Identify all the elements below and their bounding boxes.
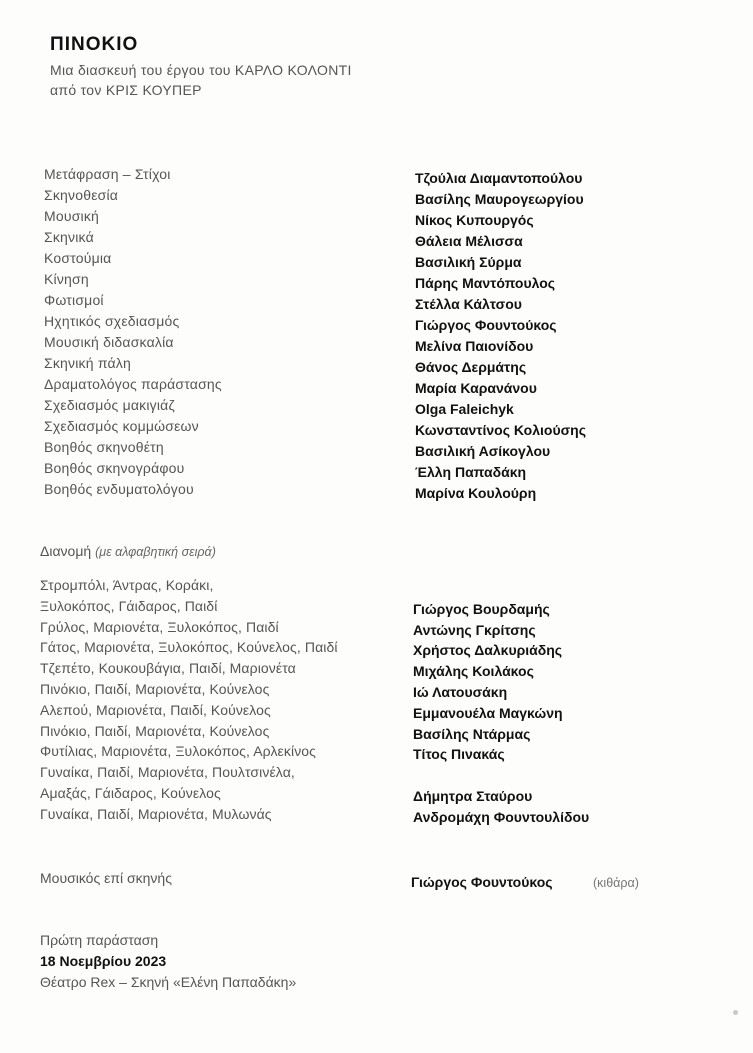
cast-roles: Ξυλοκόπος, Γάιδαρος, Παιδί xyxy=(40,597,218,614)
cast-roles: Αμαξάς, Γάιδαρος, Κούνελος xyxy=(40,784,221,801)
cast-actor: Βασίλης Ντάρμας xyxy=(413,725,531,742)
credit-role: Ηχητικός σχεδιασμός xyxy=(44,313,180,329)
cast-row xyxy=(0,723,753,744)
credit-name: Τζούλια Διαμαντοπούλου xyxy=(415,170,583,186)
author-line: από τον ΚΡΙΣ ΚΟΥΠΕΡ xyxy=(50,82,202,98)
credit-name: Βασιλική Σύρμα xyxy=(415,254,522,270)
credit-name: Θάλεια Μέλισσα xyxy=(415,233,523,249)
credit-row xyxy=(0,292,753,313)
credit-row xyxy=(0,187,753,208)
credit-role: Κίνηση xyxy=(44,271,89,287)
credit-row xyxy=(0,229,753,250)
credit-role: Βοηθός σκηνογράφου xyxy=(44,460,185,476)
credit-row xyxy=(0,481,753,502)
credit-row xyxy=(0,460,753,481)
crew-credits xyxy=(0,166,753,502)
cast-row xyxy=(0,702,753,723)
cast-actor: Αντώνης Γκρίτσης xyxy=(413,621,536,638)
credit-row xyxy=(0,418,753,439)
credit-row xyxy=(0,271,753,292)
cast-roles: Αλεπού, Μαριονέτα, Παιδί, Κούνελος xyxy=(40,701,271,718)
credit-role: Σκηνικά xyxy=(44,229,94,245)
cast-actor: Ανδρομάχη Φουντουλίδου xyxy=(413,808,590,825)
cast-row xyxy=(0,619,753,640)
credit-role: Σκηνοθεσία xyxy=(44,187,119,203)
credit-row xyxy=(0,397,753,418)
cast-roles: Γάτος, Μαριονέτα, Ξυλοκόπος, Κούνελος, Παιδί xyxy=(40,639,338,656)
credit-name: Βασίλης Μαυρογεωργίου xyxy=(415,191,584,207)
cast-actor: Ιώ Λατουσάκη xyxy=(413,683,508,700)
cast-row xyxy=(0,681,753,702)
cast-row xyxy=(0,660,753,681)
cast-heading-note: (με αλφαβητική σειρά) xyxy=(95,545,216,559)
credit-row xyxy=(0,208,753,229)
cast-roles: Πινόκιο, Παιδί, Μαριονέτα, Κούνελος xyxy=(40,722,270,739)
cast-row xyxy=(0,639,753,660)
credit-row xyxy=(0,334,753,355)
cast-roles: Πινόκιο, Παιδί, Μαριονέτα, Κούνελος xyxy=(40,680,270,697)
credit-role: Κοστούμια xyxy=(44,250,112,266)
credit-name: Κωνσταντίνος Κολιούσης xyxy=(415,422,587,438)
cast-row xyxy=(0,743,753,764)
cast-actor: Τίτος Πινακάς xyxy=(413,746,505,763)
credit-role: Μουσική διδασκαλία xyxy=(44,334,174,350)
credit-role: Βοηθός ενδυματολόγου xyxy=(44,481,194,497)
credit-name: Γιώργος Φουντούκος xyxy=(415,317,557,333)
credit-name: Μελίνα Παιονίδου xyxy=(415,338,534,354)
premiere-date: 18 Νοεμβρίου 2023 xyxy=(40,953,167,969)
credit-row xyxy=(0,439,753,460)
cast-heading-label: Διανομή xyxy=(40,543,92,559)
cast-row xyxy=(0,806,753,827)
musician-instrument: (κιθάρα) xyxy=(593,876,639,890)
credit-name: Μαρίνα Κουλούρη xyxy=(415,485,537,501)
credit-name: Στέλλα Κάλτσου xyxy=(415,296,522,312)
credit-role: Σχεδιασμός μακιγιάζ xyxy=(44,397,175,413)
cast-list xyxy=(0,577,753,827)
credit-role: Μουσική xyxy=(44,208,100,224)
credit-role: Σχεδιασμός κομμώσεων xyxy=(44,418,199,434)
cast-actor: Χρήστος Δαλκυριάδης xyxy=(413,642,563,659)
cast-row xyxy=(0,577,753,598)
cast-actor: Δήμητρα Σταύρου xyxy=(413,787,533,804)
cast-roles: Φυτίλιας, Μαριονέτα, Ξυλοκόπος, Αρλεκίνος xyxy=(40,743,317,760)
premiere-label: Πρώτη παράσταση xyxy=(40,932,159,948)
musician-name: Γιώργος Φουντούκος xyxy=(411,874,553,890)
credit-name: Νίκος Κυπουργός xyxy=(415,212,534,228)
credit-row xyxy=(0,166,753,187)
cast-row xyxy=(0,785,753,806)
credit-row xyxy=(0,355,753,376)
credit-role: Φωτισμοί xyxy=(44,292,104,308)
credit-name: Βασιλική Ασίκογλου xyxy=(415,443,551,459)
credit-name: Olga Faleichyk xyxy=(415,401,514,417)
paper-speck xyxy=(733,1010,738,1015)
premiere-venue: Θέατρο Rex – Σκηνή «Ελένη Παπαδάκη» xyxy=(40,974,297,990)
credit-row xyxy=(0,250,753,271)
play-title: ΠΙΝΟΚΙΟ xyxy=(50,34,139,55)
cast-actor: Μιχάλης Κοιλάκος xyxy=(413,663,534,680)
credit-role: Μετάφραση – Στίχοι xyxy=(44,166,171,182)
credit-name: Έλλη Παπαδάκη xyxy=(415,464,527,480)
cast-row xyxy=(0,598,753,619)
cast-actor: Εμμανουέλα Μαγκώνη xyxy=(413,704,563,721)
cast-roles: Στρομπόλι, Άντρας, Κοράκι, xyxy=(40,577,214,593)
cast-roles: Τζεπέτο, Κουκουβάγια, Παιδί, Μαριονέτα xyxy=(40,660,296,677)
cast-roles: Γυναίκα, Παιδί, Μαριονέτα, Μυλωνάς xyxy=(40,805,272,822)
credit-name: Μαρία Καρανάνου xyxy=(415,380,537,396)
credit-row xyxy=(0,313,753,334)
cast-heading xyxy=(40,543,216,559)
credit-name: Πάρης Μαντόπουλος xyxy=(415,275,556,291)
musician-label: Μουσικός επί σκηνής xyxy=(40,870,172,886)
credit-role: Βοηθός σκηνοθέτη xyxy=(44,439,164,455)
cast-actor: Γιώργος Βουρδαμής xyxy=(413,600,550,617)
credit-role: Σκηνική πάλη xyxy=(44,355,131,371)
adaptation-line: Μια διασκευή του έργου του ΚΑΡΛΟ ΚΟΛΟΝΤΙ xyxy=(50,62,352,78)
cast-row xyxy=(0,764,753,785)
cast-roles: Γυναίκα, Παιδί, Μαριονέτα, Πουλτσινέλα, xyxy=(40,764,295,781)
credit-name: Θάνος Δερμάτης xyxy=(415,359,527,375)
credit-role: Δραματολόγος παράστασης xyxy=(44,376,222,392)
credit-row xyxy=(0,376,753,397)
cast-roles: Γρύλος, Μαριονέτα, Ξυλοκόπος, Παιδί xyxy=(40,618,279,635)
